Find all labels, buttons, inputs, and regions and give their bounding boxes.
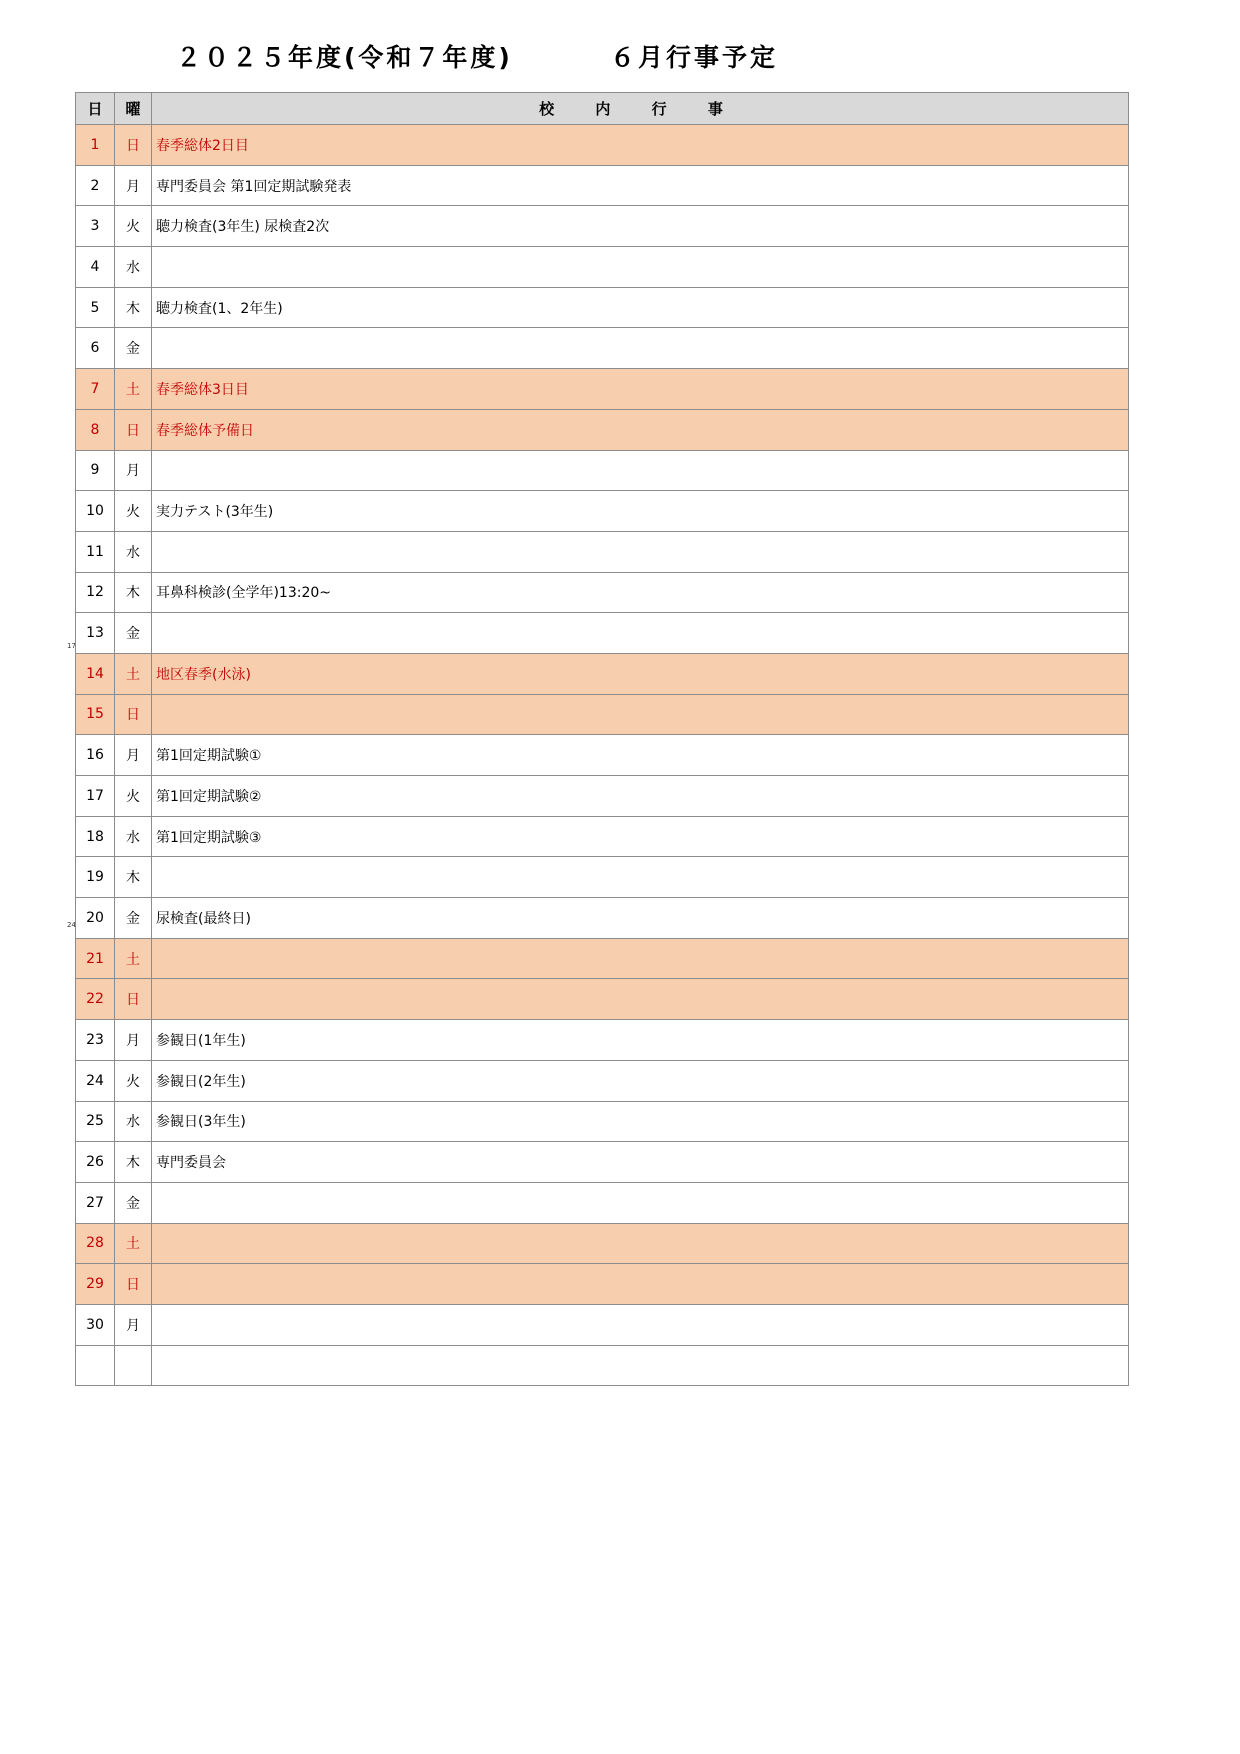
day-cell: 18 (76, 816, 115, 857)
day-cell: 11 (76, 531, 115, 572)
table-row (76, 1345, 1129, 1386)
event-cell (152, 1345, 1129, 1386)
fiscal-year-title: ２０２５年度(令和７年度) (176, 43, 513, 72)
table-row (76, 409, 1129, 450)
table-row (76, 450, 1129, 491)
event-cell: 専門委員会 (152, 1142, 1129, 1183)
table-row (76, 1101, 1129, 1142)
weekday-cell: 水 (115, 1101, 152, 1142)
day-cell: 14 (76, 653, 115, 694)
day-cell: 25 (76, 1101, 115, 1142)
weekday-cell: 火 (115, 491, 152, 532)
weekday-cell: 月 (115, 735, 152, 776)
day-cell: 19 (76, 857, 115, 898)
weekday-cell: 金 (115, 328, 152, 369)
event-cell: 聴力検査(3年生) 尿検査2次 (152, 206, 1129, 247)
table-row (76, 1020, 1129, 1061)
weekday-cell: 火 (115, 1060, 152, 1101)
day-cell: 7 (76, 369, 115, 410)
table-row (76, 1223, 1129, 1264)
header-events: 校 内 行 事 (152, 93, 1129, 125)
event-cell: 春季総体予備日 (152, 409, 1129, 450)
day-cell: 29 (76, 1264, 115, 1305)
day-cell: 12 (76, 572, 115, 613)
event-cell: 春季総体3日目 (152, 369, 1129, 410)
event-cell (152, 613, 1129, 654)
event-cell (152, 694, 1129, 735)
month-title: ６月行事予定 (610, 43, 779, 72)
table-row (76, 613, 1129, 654)
weekday-cell: 月 (115, 165, 152, 206)
event-cell (152, 531, 1129, 572)
table-row (76, 491, 1129, 532)
weekday-cell: 土 (115, 1223, 152, 1264)
day-cell: 10 (76, 491, 115, 532)
table-row (76, 165, 1129, 206)
table-row (76, 1264, 1129, 1305)
weekday-cell: 日 (115, 979, 152, 1020)
table-row (76, 816, 1129, 857)
table-row (76, 1304, 1129, 1345)
day-cell: 4 (76, 247, 115, 288)
day-cell: 28 (76, 1223, 115, 1264)
header-day: 日 (76, 93, 115, 125)
day-cell: 3 (76, 206, 115, 247)
table-row (76, 857, 1129, 898)
day-cell: 27 (76, 1182, 115, 1223)
weekday-cell: 水 (115, 816, 152, 857)
weekday-cell: 金 (115, 898, 152, 939)
weekday-cell: 土 (115, 653, 152, 694)
event-cell (152, 979, 1129, 1020)
event-cell (152, 1304, 1129, 1345)
day-cell: 30 (76, 1304, 115, 1345)
weekday-cell: 火 (115, 776, 152, 817)
day-cell: 9 (76, 450, 115, 491)
weekday-cell: 火 (115, 206, 152, 247)
event-cell: 春季総体2日目 (152, 125, 1129, 166)
weekday-cell: 金 (115, 1182, 152, 1223)
day-cell (76, 1345, 115, 1386)
event-cell (152, 1264, 1129, 1305)
weekday-cell: 水 (115, 531, 152, 572)
weekday-cell: 金 (115, 613, 152, 654)
side-mark: 17 (67, 642, 76, 650)
weekday-cell: 木 (115, 1142, 152, 1183)
side-mark: 24 (67, 921, 76, 929)
weekday-cell (115, 1345, 152, 1386)
event-cell (152, 938, 1129, 979)
event-cell (152, 328, 1129, 369)
event-cell: 第1回定期試験① (152, 735, 1129, 776)
table-row (76, 572, 1129, 613)
weekday-cell: 月 (115, 1020, 152, 1061)
day-cell: 24 (76, 1060, 115, 1101)
table-row (76, 1182, 1129, 1223)
event-cell: 第1回定期試験② (152, 776, 1129, 817)
day-cell: 1 (76, 125, 115, 166)
table-row (76, 1060, 1129, 1101)
schedule-table (75, 92, 1129, 1386)
table-row (76, 328, 1129, 369)
day-cell: 23 (76, 1020, 115, 1061)
table-row (76, 776, 1129, 817)
day-cell: 16 (76, 735, 115, 776)
day-cell: 2 (76, 165, 115, 206)
schedule-body (76, 125, 1129, 1386)
header-weekday: 曜 (115, 93, 152, 125)
event-cell (152, 450, 1129, 491)
weekday-cell: 土 (115, 938, 152, 979)
day-cell: 22 (76, 979, 115, 1020)
table-row (76, 735, 1129, 776)
table-row (76, 206, 1129, 247)
weekday-cell: 土 (115, 369, 152, 410)
event-cell: 参観日(1年生) (152, 1020, 1129, 1061)
event-cell (152, 857, 1129, 898)
event-cell: 実力テスト(3年生) (152, 491, 1129, 532)
event-cell: 第1回定期試験③ (152, 816, 1129, 857)
weekday-cell: 月 (115, 450, 152, 491)
day-cell: 6 (76, 328, 115, 369)
table-row (76, 247, 1129, 288)
weekday-cell: 日 (115, 409, 152, 450)
table-row (76, 938, 1129, 979)
table-row (76, 531, 1129, 572)
table-row (76, 1142, 1129, 1183)
event-cell (152, 247, 1129, 288)
event-cell (152, 1223, 1129, 1264)
table-row (76, 125, 1129, 166)
event-cell: 尿検査(最終日) (152, 898, 1129, 939)
day-cell: 21 (76, 938, 115, 979)
weekday-cell: 木 (115, 572, 152, 613)
event-cell: 地区春季(水泳) (152, 653, 1129, 694)
day-cell: 13 (76, 613, 115, 654)
table-row (76, 694, 1129, 735)
event-cell: 耳鼻科検診(全学年)13:20~ (152, 572, 1129, 613)
event-cell: 聴力検査(1、2年生) (152, 287, 1129, 328)
weekday-cell: 月 (115, 1304, 152, 1345)
table-row (76, 979, 1129, 1020)
table-row (76, 369, 1129, 410)
day-cell: 20 (76, 898, 115, 939)
weekday-cell: 日 (115, 1264, 152, 1305)
weekday-cell: 木 (115, 857, 152, 898)
weekday-cell: 木 (115, 287, 152, 328)
weekday-cell: 日 (115, 694, 152, 735)
event-cell (152, 1182, 1129, 1223)
weekday-cell: 水 (115, 247, 152, 288)
event-cell: 参観日(2年生) (152, 1060, 1129, 1101)
table-row (76, 653, 1129, 694)
day-cell: 5 (76, 287, 115, 328)
table-row (76, 898, 1129, 939)
day-cell: 17 (76, 776, 115, 817)
weekday-cell: 日 (115, 125, 152, 166)
event-cell: 参観日(3年生) (152, 1101, 1129, 1142)
header-row (76, 93, 1129, 125)
event-cell: 専門委員会 第1回定期試験発表 (152, 165, 1129, 206)
table-row (76, 287, 1129, 328)
page-title (0, 34, 1240, 74)
day-cell: 8 (76, 409, 115, 450)
day-cell: 15 (76, 694, 115, 735)
day-cell: 26 (76, 1142, 115, 1183)
